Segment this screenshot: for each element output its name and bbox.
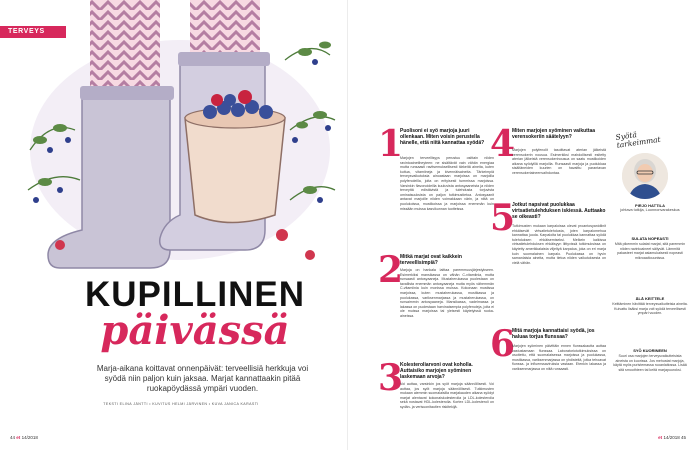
qa-question: Miten marjojen syöminen vaikuttaa verensokeriin säätelyyn? [512, 128, 596, 140]
qa-item-6 [490, 323, 606, 436]
issue-number: 14/2018 [21, 435, 38, 440]
qa-number: 4 [490, 123, 516, 165]
qa-item-2 [378, 249, 494, 362]
person-name: PIRJO HATTILA [635, 203, 665, 208]
tip-3 [612, 348, 688, 372]
qa-answer: Marjoja on hankala laittaa paremmuusjärjestykseen. Esimerkiksi mansikassa on vähän C-vitamiinia, mutta runsaasti antosyaaneja. Mustaherukassa puolestaan on tavallista enemmän antosyaaneja mutta myös vähemmän C-vitamiinia kuin monissa muissa. Kokonaan mustissa marjoissa, kuten mustaherukassa, mustikassa ja puolukassa, variksenmarjassa ja mustaherukassa, on runsaimmin antosyaaneja. Mansikassa, vadelmassa ja lakassa on puolestaan harvinaisempia polyfenoleja, joita ei ole muissa marjoissa tai yleisesti käytetyissä ruoka-aineissa. [400, 268, 494, 318]
qa-number: 2 [378, 249, 404, 291]
tip-heading: SYÖ KUORINEEN [633, 348, 667, 353]
issue-number: 14/2018 [663, 435, 680, 440]
qa-answer: Tutkimusten mukaan karpaloissa olevat proantosyanidiinit ehkäisevät virtsatietulehdusta, joten karpalomehua kannattaa juoda. Karpaloita tai puolukkaa kannattaa syödä tulehduksen ehkäisemiseksi. Melkein kaikissa virtsatietulehduksen ehkäisyyn liittyvissä tutkimuksissa on käytetty amerikkalaista viljeltyä karpaloa, joka on eri marja kuin suomalainen karpalo. Puolukassa on hyvin samanlaisia aineita, mutta tietoa niiden vaikutuksesta on vielä vähän. [512, 224, 606, 265]
boots-berries-illustration [20, 0, 340, 285]
tip-2 [612, 296, 688, 316]
headline [60, 275, 330, 354]
qa-answer: Marjojen polyfenolit tasoittavat aterian jälkeistä verensokerin nousua. Esimerkiksi mahdollisesti esitetty aterian jälkeistä verensokerinousua on saatu mustikoiden aikana syödyillä marjoilla. Runsaasti marjoja ja puolukkaa sisältäneiden kuurien on havaittu parantavan verensokeriaineenvaihduntaa. [512, 148, 606, 175]
qa-question: Kolesteroliarvoni ovat koholla. Auttaisiko marjojen syöminen laskemaan arvoja? [400, 362, 473, 380]
avatar [622, 153, 668, 199]
person-portrait-icon [622, 153, 668, 199]
tip-body: Mitä pikemmin sulatat marjat, sitä paremmin niiden ravintoaineet säilyvät. Lämmitä pakasteet marjat asiamukaisesti nopeasti mikroaaltouunissa. [614, 242, 686, 260]
sidebar-title: Syötä tarkeimmat [615, 130, 662, 150]
qa-item-5 [490, 197, 606, 325]
lede: Marja-aikana koittavat onnenpäivät: terveellisiä herkkuja voi syödä niin paljon kuin jaksaa. Marjat kannattaakin pitää ruokapöydässä ympäri vuoden. [96, 364, 309, 393]
tip-body: Suuri osa marjojen terveysvaikutteisista aineista on kuorissa. Jos mehustat marjoja, käytä myös puristemassa ruoanlaitossa. Lisää sitä smoothieen tai keitä marjapuuroksi. [613, 354, 687, 372]
page-number: 45 [680, 435, 686, 440]
qa-question: Puolisoni ei syö marjoja juuri ollenkaan. Miten voisin perustella hänelle, että niitä kannattaa syödä? [400, 128, 485, 146]
credits: TEKSTI ELINA JÄNTTI • KUVITUS HELMI JÄRVINEN • KUVA JANICA KARASTI [103, 402, 259, 406]
tip-heading: SULATA NOPEASTI [631, 236, 669, 241]
qa-question: Mitkä marjat ovat kaikkein terveellisimpiä? [400, 254, 462, 266]
person-title: johtava tutkija, Luonnonvarakeskus [620, 208, 680, 212]
tip-body: Keittäminen hävittää terveysvaikutteisia aineita. Kuivattu lisäksi marja voit syödä terveellisesti ympäri vuoden. [612, 302, 688, 316]
qa-question: Mitä marjoja kannattaisi syödä, jos haluaa torjua flunssaa? [512, 328, 595, 340]
magazine-name: et [658, 435, 663, 440]
qa-question: Jotkut napsivat puolukkaa virtsatietulehduksen iskiessä. Auttaako se oikeasti? [512, 202, 606, 220]
qa-answer: Marjojen terveellisyys perustuu osittain niiden ravintoainetiheyteen: ne sisältävät vain vähän energiaa mutta runsaasti ravitsemuksellisesti tärkeitä aineita, kuten kuitua, vitamiineja ja kivennäisaineita. Tärkeimpiä terveysvaikutuksia ainoastaan marjoissa on marjoilla polyfenoleilla, joita on erityisesti tummissa marjoissa. Varsinkin flavonoideilla kuuluvista antosyaaneista ja niiden terveyttä edistävistä ja tulehdusta torjuvista ominaisuuksista on paljon tutkimustietoa. Antosyaanit antavat marjoille niiden voimakkaan värin, ja niitä on puolukoissa, mustikoissa ja marjoissa enemmän kuin missään muissa kasvikunnan tuotteissa. [400, 156, 494, 211]
qa-item-3 [378, 357, 494, 435]
qa-number: 6 [490, 323, 516, 365]
page-number-right [658, 435, 686, 440]
qa-number: 1 [378, 123, 404, 165]
qa-item-4 [490, 123, 606, 201]
qa-number: 5 [490, 197, 516, 239]
page-number-left [10, 435, 38, 440]
magazine-name: et [16, 435, 21, 440]
headline-line1: KUPILLINEN [85, 275, 305, 314]
qa-answer: Marjojen syöminen päivittäin ennen flunssakautta auttaa vastustamaan flunssaa. Laboratoriotutkimuksissa on osoitettu, että suomalaisessa marjoissa ja puolukassa, mustikassa, variksenmarjassa on yhdisteitä, jotka tehoavat flunssa- ja influenssaviruksia vastaan. Etenkin lakassa ja variksenmarjassa on niitä runsaasti. [512, 344, 606, 371]
headline-line2: päivässä [100, 307, 290, 354]
tip-1 [612, 236, 688, 260]
tip-heading: ÄLÄ KEITTELE [635, 296, 665, 301]
qa-answer: Voi auttaa, varsinkin jos syöt marjoja säännöllisesti. Voi auttaa, jos syöt marjoja säännöllisesti. Tutkimusten mukaan aiemmin suomalaisilla marjakauden aikana syödyt marjat alentavat kokonaiskolesterolia ja LDL-kolesterolia sekä nostavat HDL-kolesterolia. Kortex LDL-kolesteroli on sydän- ja verisuonitautien riskitekijä. [400, 382, 494, 409]
qa-number: 3 [378, 357, 404, 399]
page-number: 44 [10, 435, 16, 440]
section-tag: TERVEYS [0, 26, 66, 38]
